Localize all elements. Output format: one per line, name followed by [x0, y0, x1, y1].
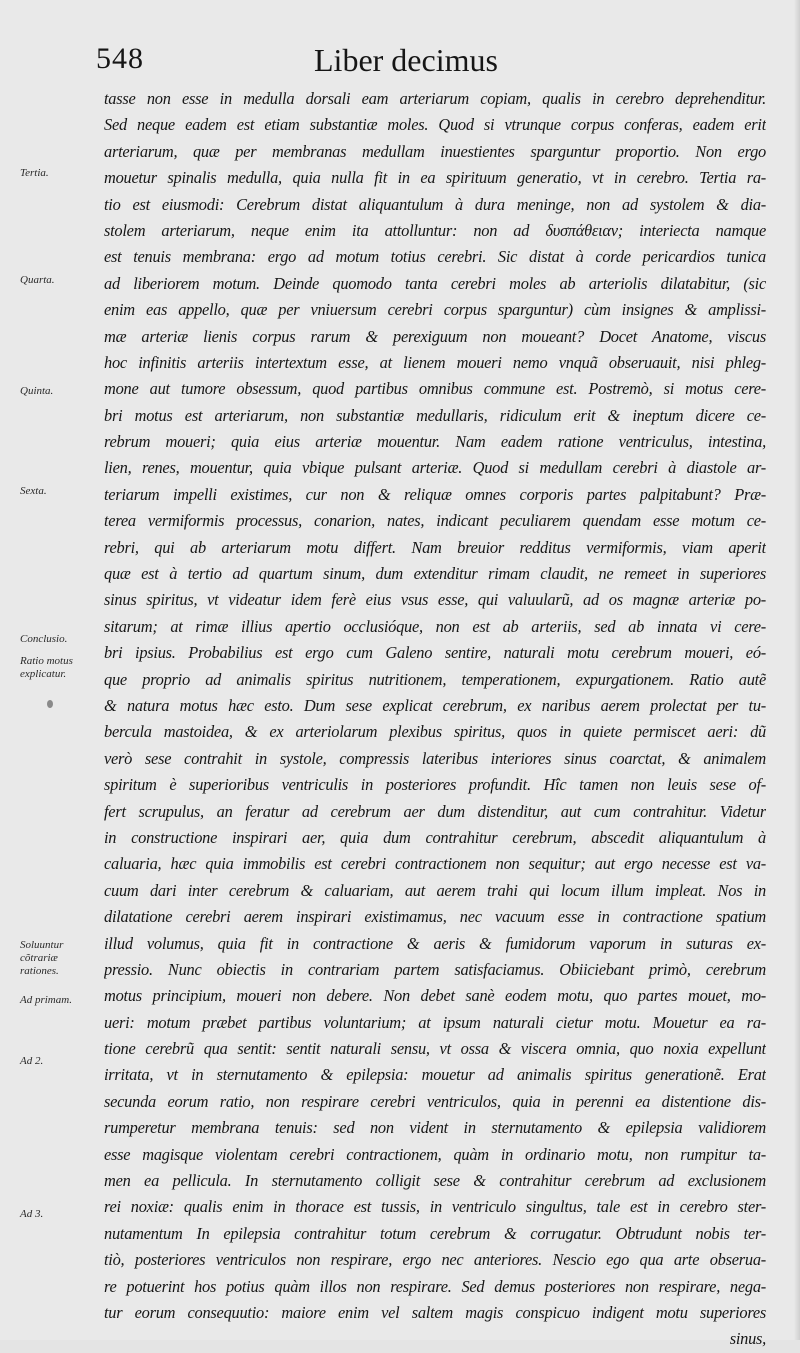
text-line: spiritum è superioribus ventriculis in posteriores profundit. Hîc tamen non leuis sese of-: [104, 775, 766, 795]
text-line: arteriarum, quæ per membranas medullam inuestientes sparguntur proportio. Non ergo: [104, 141, 766, 161]
margin-note-sexta: Sexta.: [20, 485, 47, 497]
text-line: illud volumus, quia fit in contractione & aeris & fumidorum vaporum in suturas ex-: [104, 933, 766, 953]
text-line: mone aut tumore obsessum, quod partibus omnibus commune est. Postremò, si motus cere-: [104, 379, 766, 399]
text-line: enim eas appello, quæ per vniuersum cerebri corpus sparguntur) cùm insignes & amplissi-: [104, 300, 766, 320]
text-line: tione cerebrũ qua sentit: sentit naturali sensu, vt ossa & viscera omnia, quo noxia expellunt: [104, 1039, 766, 1059]
text-line: terea vermiformis processus, conarion, nates, indicant peculiarem quendam esse motum ce-: [104, 511, 766, 531]
text-line: rebrum moueri; quia eius arteriæ mouentur. Nam eadem ratione ventriculus, intestina,: [104, 432, 766, 452]
text-line: caluaria, hæc quia immobilis est cerebri contractionem non sequitur; aut ergo necesse est va-: [104, 854, 766, 874]
text-line: motus principium, moueri non debere. Non debet sanè eodem motu, quo partes mouet, mo-: [104, 986, 766, 1006]
text-line: in constructione inspirari aer, quia dum contrahitur cerebrum, abscedit aliquantulum à: [104, 827, 766, 847]
catchword: sinus,: [729, 1329, 766, 1349]
margin-note-conclusio: Conclusio.: [20, 633, 68, 645]
text-line: tiò, posteriores ventriculos non respirare, ergo nec anteriores. Nescio ego qua arte obserua-: [104, 1250, 766, 1270]
text-line: mæ arteriæ lienis corpus rarum & perexiguum non moueant? Docet Anatome, viscus: [104, 326, 766, 346]
margin-note-ad-3: Ad 3.: [20, 1208, 44, 1220]
text-line: quæ est à tertio ad quartum sinum, dum extenditur rimam claudit, ne remeet in superiores: [104, 564, 766, 584]
text-line: sinus spiritus, vt videatur idem ferè eius vsus esse, qui valuularũ, ad os magnæ arteriæ po-: [104, 590, 766, 610]
text-line: secunda eorum ratio, non respirare cerebri ventriculos, quia in perenni ea distentione dis-: [104, 1091, 766, 1111]
text-line: ueri: motum præbet partibus voluntarium; at ipsum naturali cietur motu. Mouetur ea ra-: [104, 1012, 766, 1032]
text-line: bri ipsius. Probabilius est ergo cum Galeno sentire, naturali motu cerebrum moueri, eó-: [104, 643, 766, 663]
text-line: bercula mastoidea, & ex arteriolarum plexibus spiritus, quos in quiete permiscet aeri: dũ: [104, 722, 766, 742]
text-line: rei noxiæ: qualis enim in thorace est tussis, in ventriculo singultus, tale est in cerebro ster-: [104, 1197, 766, 1217]
text-line: Sed neque eadem est etiam substantiæ moles. Quod si vtrunque corpus conferas, eadem erit: [104, 115, 766, 135]
text-line: & natura motus hæc esto. Dum sese explicat cerebrum, ex naribus aerem prolectat per tu-: [104, 695, 766, 715]
text-line: tio est eiusmodi: Cerebrum distat aliquantulum à dura meninge, non ad systolem & dia-: [104, 194, 766, 214]
text-line: hoc infinitis arteriis intertextum esse, at lienem moueri nemo vnquã obseruauit, nisi phleg-: [104, 352, 766, 372]
text-line: tasse non esse in medulla dorsali eam arteriarum copiam, qualis in cerebro deprehenditur.: [104, 89, 766, 108]
text-line: sitarum; at rimæ illius apertio occlusióque, non est ab arteriis, sed ab innata vi cere-: [104, 616, 766, 636]
text-line: bri motus est arteriarum, non substantiæ medullaris, ridiculum erit & ineptum dicere ce-: [104, 405, 766, 425]
page-number: 548: [96, 42, 144, 75]
text-line: est tenuis membrana: ergo ad motum totius cerebri. Sic distat à corde pericardios tunica: [104, 247, 766, 267]
text-line: nutamentum In epilepsia contrahitur totum cerebrum & corrugatur. Obtrudunt nobis ter-: [104, 1223, 766, 1243]
text-line: rumperetur membrana tenuis: sed non vident in sternutamento & epilepsia validiorem: [104, 1118, 766, 1138]
page-edge-shadow: [794, 0, 800, 1340]
text-line: re potuerint hos potius quàm illos non respirare. Sed demus posteriores non respirare, nega-: [104, 1276, 766, 1296]
text-line: irritata, vt in sternutamento & epilepsia: mouetur ad animalis spiritus generationẽ. Erat: [104, 1065, 766, 1085]
ink-speck: [47, 700, 53, 708]
text-line: tur eorum consequutio: maiore enim vel saltem magis conspicuo indigent motu superiores: [104, 1302, 766, 1322]
text-line: men ea pellicula. In sternutamento colligit sese & contrahitur cerebrum ad exclusionem: [104, 1171, 766, 1191]
text-line: dilatatione cerebri aerem inspirari existimamus, nec vacuum esse in contractione spatium: [104, 907, 766, 927]
margin-note-soluuntur: Soluuntur cõtrariæ rationes.: [20, 939, 64, 977]
text-line: mouetur spinalis medulla, quia nulla fit in ea spirituum generatio, vt in cerebro. Tertia ra-: [104, 168, 766, 188]
text-line: que proprio ad animalis spiritus nutritionem, temperationem, expurgationem. Ratio autẽ: [104, 669, 766, 689]
text-line: stolem arteriarum, neque enim ita attolluntur: non ad δυσπάθειαν; interiecta namque: [104, 220, 766, 240]
text-line: cuum dari inter cerebrum & caluariam, aut aerem trahi qui locum illum impleat. Nos in: [104, 880, 766, 900]
text-line: teriarum impelli existimes, cur non & reliquæ omnes corporis partes palpitabunt? Præ-: [104, 484, 766, 504]
margin-note-ad-primam: Ad primam.: [20, 994, 72, 1006]
margin-note-ratio-motus: Ratio motus explicatur.: [20, 655, 73, 680]
margin-note-ad-2: Ad 2.: [20, 1055, 44, 1067]
text-line: lien, renes, mouentur, quia vbique pulsant arteriæ. Quod si medullam cerebri à diastole ar-: [104, 458, 766, 478]
text-line: pressio. Nunc obiectis in contrariam partem satisfaciamus. Obiiciebant primò, cerebrum: [104, 959, 766, 979]
body-text: [104, 86, 766, 1353]
text-line: rebri, qui ab arteriarum motu differt. Nam breuior redditus vermiformis, viam aperit: [104, 537, 766, 557]
page-header: [96, 42, 756, 84]
text-line: verò sese contrahit in systole, compressis lateribus interiores sinus coarctat, & animalem: [104, 748, 766, 768]
margin-note-tertia: Tertia.: [20, 167, 49, 179]
running-title: Liber decimus: [314, 42, 498, 78]
text-line: fert scrupulus, an feratur ad cerebrum aer dum distenditur, aut cum contrahitur. Videtur: [104, 801, 766, 821]
text-line: esse magisque violentam cerebri contractionem, quàm in ordinario motu, non rumpitur ta-: [104, 1144, 766, 1164]
margin-note-quarta: Quarta.: [20, 274, 55, 286]
text-line: ad liberiorem motum. Deinde quomodo tanta cerebri moles ab arteriolis dilatabitur, (sic: [104, 273, 766, 293]
margin-note-quinta: Quinta.: [20, 385, 54, 397]
